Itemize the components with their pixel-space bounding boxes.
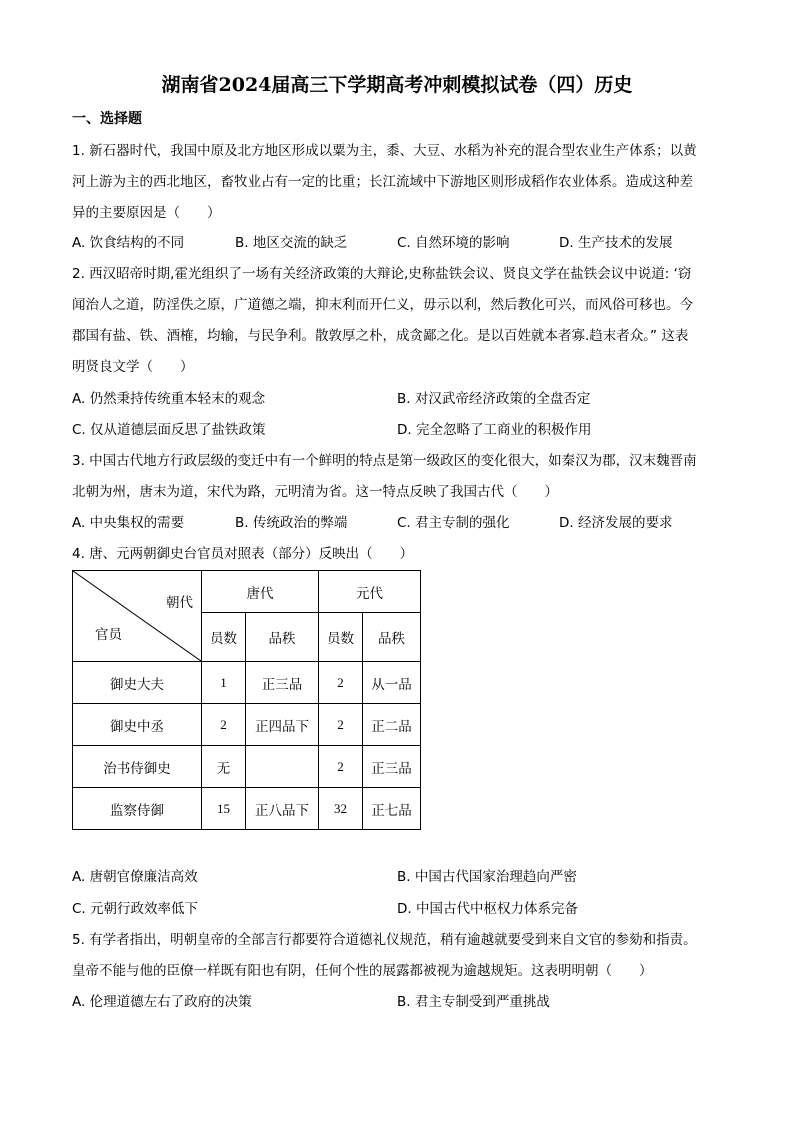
cell-office: 御史中丞	[73, 704, 202, 746]
q3-option-c: C. 君主专制的强化	[397, 515, 510, 531]
q2-option-b: B. 对汉武帝经济政策的全盘否定	[397, 391, 591, 407]
corner-label-official: 官员	[95, 627, 122, 643]
q1-option-a: A. 饮食结构的不同	[72, 235, 185, 251]
table-row	[73, 788, 421, 830]
q1-line: 河上游为主的西北地区，畜牧业占有一定的比重；长江流域中下游地区则形成稻作农业体系。造成这种差	[72, 174, 693, 190]
table-row	[73, 662, 421, 704]
cell-count: 1	[202, 662, 246, 704]
q1-option-c: C. 自然环境的影响	[397, 235, 510, 251]
cell-rank: 正三品	[363, 746, 421, 788]
cell-count: 15	[202, 788, 246, 830]
q1-line: 1. 新石器时代，我国中原及北方地区形成以粟为主，黍、大豆、水稻为补充的混合型农业生产体系；以黄	[72, 143, 697, 159]
header-yuan: 元代	[319, 571, 421, 613]
cell-count: 32	[319, 788, 363, 830]
cell-count: 2	[319, 704, 363, 746]
cell-count: 2	[319, 662, 363, 704]
q2-line: 明贤良文学（ ）	[72, 359, 194, 375]
section-heading: 一、选择题	[72, 111, 142, 127]
subheader-count: 员数	[202, 613, 246, 662]
q3-line: 北朝为州，唐末为道，宋代为路，元明清为省。这一特点反映了我国古代（ ）	[72, 484, 558, 500]
subheader-rank: 品秩	[246, 613, 319, 662]
cell-rank	[246, 746, 319, 788]
comparison-table	[72, 570, 421, 830]
page-title: 湖南省2024届高三下学期高考冲刺模拟试卷（四）历史	[161, 74, 633, 96]
q4-option-a: A. 唐朝官僚廉洁高效	[72, 869, 198, 885]
table-corner-header	[73, 571, 202, 662]
q5-line: 皇帝不能与他的臣僚一样既有阳也有阴，任何个性的展露都被视为逾越规矩。这表明明朝（ ）	[72, 963, 653, 979]
q5-line: 5. 有学者指出，明朝皇帝的全部言行都要符合道德礼仪规范，稍有逾越就要受到来自文官的参劾和指责。	[72, 932, 697, 948]
cell-rank: 正七品	[363, 788, 421, 830]
corner-label-dynasty: 朝代	[166, 595, 193, 611]
q2-option-d: D. 完全忽略了工商业的积极作用	[397, 422, 592, 438]
cell-rank: 正二品	[363, 704, 421, 746]
q4-option-d: D. 中国古代中枢权力体系完备	[397, 901, 578, 917]
cell-office: 监察侍御	[73, 788, 202, 830]
q1-option-d: D. 生产技术的发展	[559, 235, 673, 251]
cell-office: 治书侍御史	[73, 746, 202, 788]
diagonal-line	[73, 571, 201, 661]
q1-line: 异的主要原因是（ ）	[72, 205, 221, 221]
q3-option-d: D. 经济发展的要求	[559, 515, 673, 531]
cell-count: 2	[319, 746, 363, 788]
q2-line: 闻治人之道，防淫佚之原，广道德之端，抑末利而开仁义，毋示以利，然后教化可兴，而风俗可移也。今	[72, 297, 693, 313]
q1-option-b: B. 地区交流的缺乏	[235, 235, 348, 251]
subheader-rank: 品秩	[363, 613, 421, 662]
cell-office: 御史大夫	[73, 662, 202, 704]
q4-option-b: B. 中国古代国家治理趋向严密	[397, 869, 577, 885]
cell-rank: 从一品	[363, 662, 421, 704]
q2-option-c: C. 仅从道德层面反思了盐铁政策	[72, 422, 266, 438]
cell-count: 无	[202, 746, 246, 788]
q2-line: 2. 西汉昭帝时期,霍光组织了一场有关经济政策的大辩论,史称盐铁会议、贤良文学在盐铁会议中说道: ‘窃	[72, 266, 692, 282]
q2-option-a: A. 仍然秉持传统重本轻末的观念	[72, 391, 266, 407]
cell-rank: 正四品下	[246, 704, 319, 746]
cell-rank: 正三品	[246, 662, 319, 704]
q4-option-c: C. 元朝行政效率低下	[72, 901, 199, 917]
table-row	[73, 704, 421, 746]
q3-option-b: B. 传统政治的弊端	[235, 515, 348, 531]
table-row	[73, 746, 421, 788]
q3-line: 3. 中国古代地方行政层级的变迁中有一个鲜明的特点是第一级政区的变化很大，如秦汉为郡，汉末魏晋南	[72, 453, 697, 469]
cell-rank: 正八品下	[246, 788, 319, 830]
q4-stem: 4. 唐、元两朝御史台官员对照表（部分）反映出（ ）	[72, 546, 414, 562]
q3-option-a: A. 中央集权的需要	[72, 515, 185, 531]
q5-option-b: B. 君主专制受到严重挑战	[397, 994, 550, 1010]
cell-count: 2	[202, 704, 246, 746]
q5-option-a: A. 伦理道德左右了政府的决策	[72, 994, 252, 1010]
q2-line: 郡国有盐、铁、酒榷，均输，与民争利。散敦厚之朴，成贪鄙之化。是以百姓就本者寡.趋末者众。” 这表	[72, 328, 689, 344]
subheader-count: 员数	[319, 613, 363, 662]
header-tang: 唐代	[202, 571, 319, 613]
